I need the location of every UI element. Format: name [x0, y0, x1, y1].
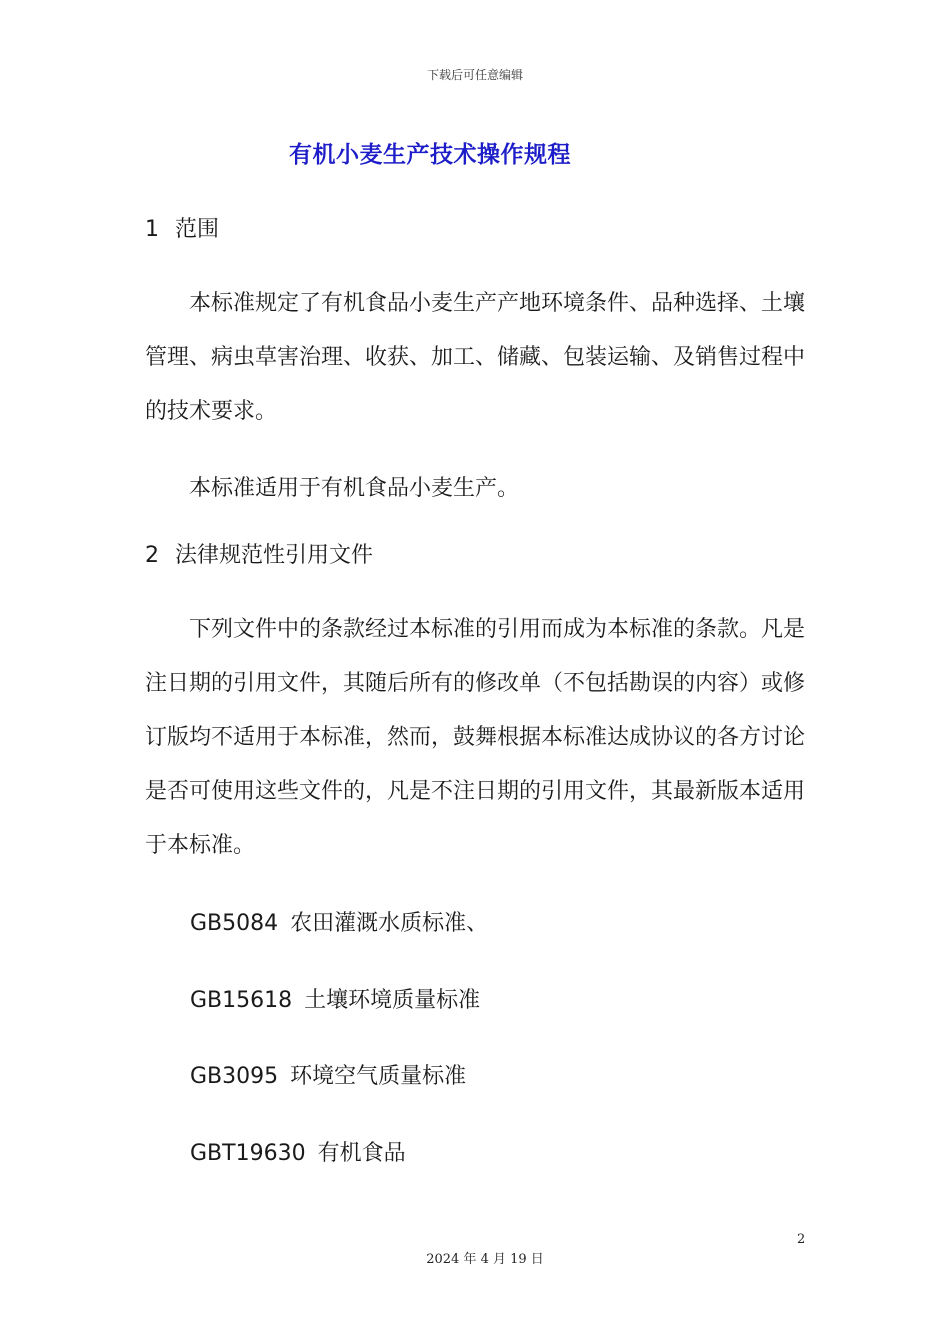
reference-code: GB15618	[190, 988, 293, 1013]
section-1-heading	[145, 212, 219, 243]
reference-item	[190, 906, 488, 937]
footer-date: 2024 年 4 月 19 日	[426, 1252, 544, 1267]
reference-name: 农田灌溉水质标准、	[290, 911, 489, 936]
reference-item	[190, 1136, 406, 1167]
reference-code: GB3095	[190, 1064, 279, 1089]
section-1-paragraph-1: 本标准规定了有机食品小麦生产产地环境条件、品种选择、土壤管理、病虫草害治理、收获、加工、储藏、包装运输、及销售过程中的技术要求。	[145, 291, 806, 424]
section-2-paragraph-1: 下列文件中的条款经过本标准的引用而成为本标准的条款。凡是注日期的引用文件，其随后所有的修改单（不包括勘误的内容）或修订版均不适用于本标准，然而，鼓舞根据本标准达成协议的各方讨论是否可使用这些文件的，凡是不注日期的引用文件，其最新版本适用于本标准。	[145, 617, 806, 858]
reference-item	[190, 1059, 466, 1090]
reference-code: GB5084	[190, 911, 279, 936]
reference-name: 环境空气质量标准	[290, 1064, 467, 1089]
section-2-heading	[145, 538, 373, 569]
section-2-title: 法律规范性引用文件	[175, 543, 374, 568]
reference-name: 土壤环境质量标准	[304, 988, 481, 1013]
section-1-title: 范围	[175, 217, 220, 242]
section-2-number: 2	[145, 543, 159, 568]
section-1-paragraph-2: 本标准适用于有机食品小麦生产。	[189, 476, 520, 501]
page-number: 2	[797, 1232, 806, 1247]
reference-item	[190, 983, 480, 1014]
document-title: 有机小麦生产技术操作规程	[289, 142, 571, 168]
reference-name: 有机食品	[317, 1141, 406, 1166]
section-1-number: 1	[145, 217, 159, 242]
reference-code: GBT19630	[190, 1141, 306, 1166]
header-note: 下载后可任意编辑	[426, 68, 523, 82]
